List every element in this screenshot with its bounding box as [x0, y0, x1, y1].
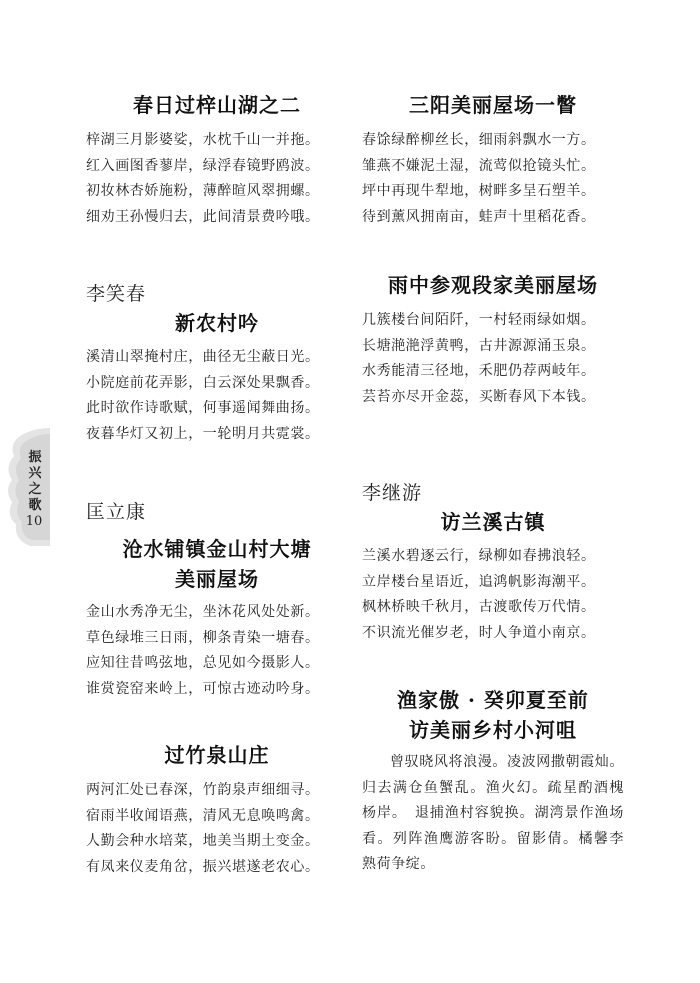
- poem-line: 梓湖三月影婆娑，水枕千山一并拖。: [86, 132, 320, 148]
- poem-line: 人勤会种水培菜，地美当期土变金。: [86, 833, 320, 849]
- author-name: 李继游: [362, 482, 423, 504]
- poem-line: 谁赏瓷窑来岭上，可惊古迹动吟身。: [86, 680, 320, 697]
- ci-poem-text: 曾驭晓风将浪漫。凌波网撒朝霞灿。归去满仓鱼蟹乱。渔火幻。疏星酌酒槐杨岸。 退捕渔村容貌换。湖湾景作渔场看。列阵渔鹰游客盼。留影倩。橘馨李熟荷争绽。: [362, 754, 624, 872]
- poem-line: 应知往昔鸣弦地，总见如今摄影人。: [86, 655, 320, 671]
- poem-line: 小院庭前花弄影，白云深处果飘香。: [86, 374, 320, 391]
- poem-title-line2: 访美丽乡村小河咀: [409, 718, 577, 742]
- poem-line: 金山水秀净无尘，坐沐花风处处新。: [86, 604, 320, 620]
- poem-line: 细劝王孙慢归去，此间清景费吟哦。: [86, 208, 320, 225]
- poem-line: 草色绿堆三日雨，柳条青染一塘春。: [86, 629, 320, 646]
- poem-line: 初妆林杏娇施粉，薄醉暄风翠拥螺。: [86, 183, 320, 199]
- poem-title: 访兰溪古镇: [440, 510, 546, 534]
- poem-line: 待到薰风拥南亩，蛙声十里稻花香。: [362, 208, 596, 225]
- poem-line: 此时欲作诗歌赋，何事遥闻舞曲扬。: [86, 400, 320, 416]
- poem-title: 春日过梓山湖之二: [133, 93, 301, 117]
- poem-title: 沧水铺镇金山村大塘: [122, 537, 312, 561]
- poem-title: 过竹泉山庄: [164, 743, 270, 767]
- poem-line: 宿雨半收闻语燕，清风无息唤鸣禽。: [86, 807, 320, 824]
- poem-line: 两河汇处已春深，竹韵泉声细细寻。: [86, 782, 320, 798]
- poem-line: 水秀能清三径地，禾肥仍荐两岐年。: [362, 363, 596, 379]
- poem-title-line2: 美丽屋场: [175, 567, 259, 591]
- poem-line: 有凤来仪麦角岔，振兴堪遂老农心。: [86, 858, 320, 875]
- poem-line: 长塘滟滟浮黄鸭，古井源源涌玉泉。: [362, 337, 596, 354]
- poem-line: 红入画图香蓼岸，绿浮春镜野鸥波。: [86, 157, 320, 174]
- poem-line: 芸苔亦尽开金蕊，买断春风下本钱。: [362, 388, 596, 405]
- poem-title: 雨中参观段家美丽屋场: [388, 273, 598, 297]
- poem-line: 溪清山翠掩村庄，曲径无尘蔽日光。: [86, 349, 320, 365]
- poem-line: 兰溪水碧逐云行，绿柳如春拂浪轻。: [362, 548, 596, 564]
- poem-line: 枫林桥映千秋月，古渡歌传万代情。: [362, 599, 596, 615]
- poem-line: 夜暮华灯又初上，一轮明月共霓裳。: [86, 425, 320, 442]
- author-name: 李笑春: [86, 283, 147, 305]
- side-tab-label: 振兴之歌: [28, 450, 42, 513]
- poem-body: [86, 600, 366, 702]
- page-side-tab: [0, 428, 50, 546]
- poem-line: 立岸楼台星语近，追鸿帆影海潮平。: [362, 573, 596, 590]
- poem-body: [362, 544, 642, 646]
- poem-line: 几簇楼台间陌阡，一村轻雨绿如烟。: [362, 312, 596, 328]
- poem-body: [86, 345, 366, 447]
- page-number: 10: [25, 514, 43, 529]
- poem-body: [362, 128, 642, 230]
- poem-title: 新农村吟: [175, 311, 259, 335]
- poem-line: 春馀绿醉柳丝长，细雨斜飘水一方。: [362, 132, 596, 148]
- poem-line: 雏燕不嫌泥土湿，流莺似抢镜头忙。: [362, 157, 596, 174]
- poem-body: [86, 778, 366, 880]
- poem-title: 三阳美丽屋场一瞥: [409, 93, 577, 117]
- poem-body: [362, 308, 642, 410]
- poem-line: 不识流光催岁老，时人争道小南京。: [362, 624, 596, 641]
- poem-title: 渔家傲 · 癸卯夏至前: [397, 688, 589, 712]
- poem-line: 坪中再现牛犁地，树畔多呈石塑羊。: [362, 183, 596, 199]
- poem-body: [86, 128, 366, 230]
- author-name: 匡立康: [86, 501, 147, 523]
